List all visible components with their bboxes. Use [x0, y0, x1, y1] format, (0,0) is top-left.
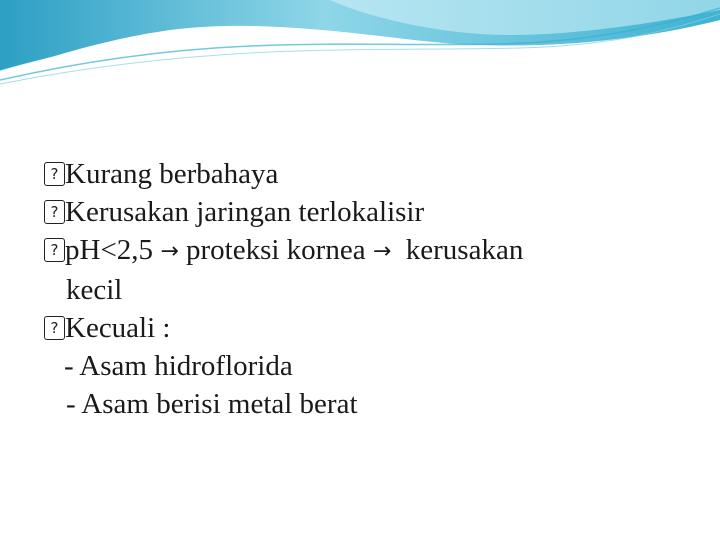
right-arrow-icon: →	[372, 239, 392, 264]
bullet-continuation: kecil	[66, 274, 123, 306]
bullet-list	[44, 155, 684, 423]
bullet-glyph-icon	[44, 162, 65, 186]
bullet-glyph-icon	[44, 238, 65, 262]
bullet-text: kerusakan	[391, 234, 524, 266]
bullet-glyph-icon	[44, 200, 65, 224]
right-arrow-icon: →	[160, 239, 179, 264]
bullet-item	[44, 193, 684, 231]
header-wave-decoration	[0, 0, 720, 110]
bullet-text: Kurang berbahaya	[65, 158, 279, 190]
bullet-item	[44, 309, 684, 347]
bullet-item	[44, 155, 684, 193]
bullet-glyph-icon	[44, 316, 65, 340]
bullet-text: Kerusakan jaringan terlokalisir	[65, 196, 425, 228]
bullet-item	[44, 231, 684, 271]
bullet-text: proteksi kornea	[178, 234, 373, 266]
sub-item: - Asam berisi metal berat	[66, 388, 358, 420]
bullet-text: pH<2,5	[65, 234, 161, 266]
sub-item: - Asam hidroflorida	[64, 350, 293, 382]
bullet-text: Kecuali :	[65, 312, 171, 344]
